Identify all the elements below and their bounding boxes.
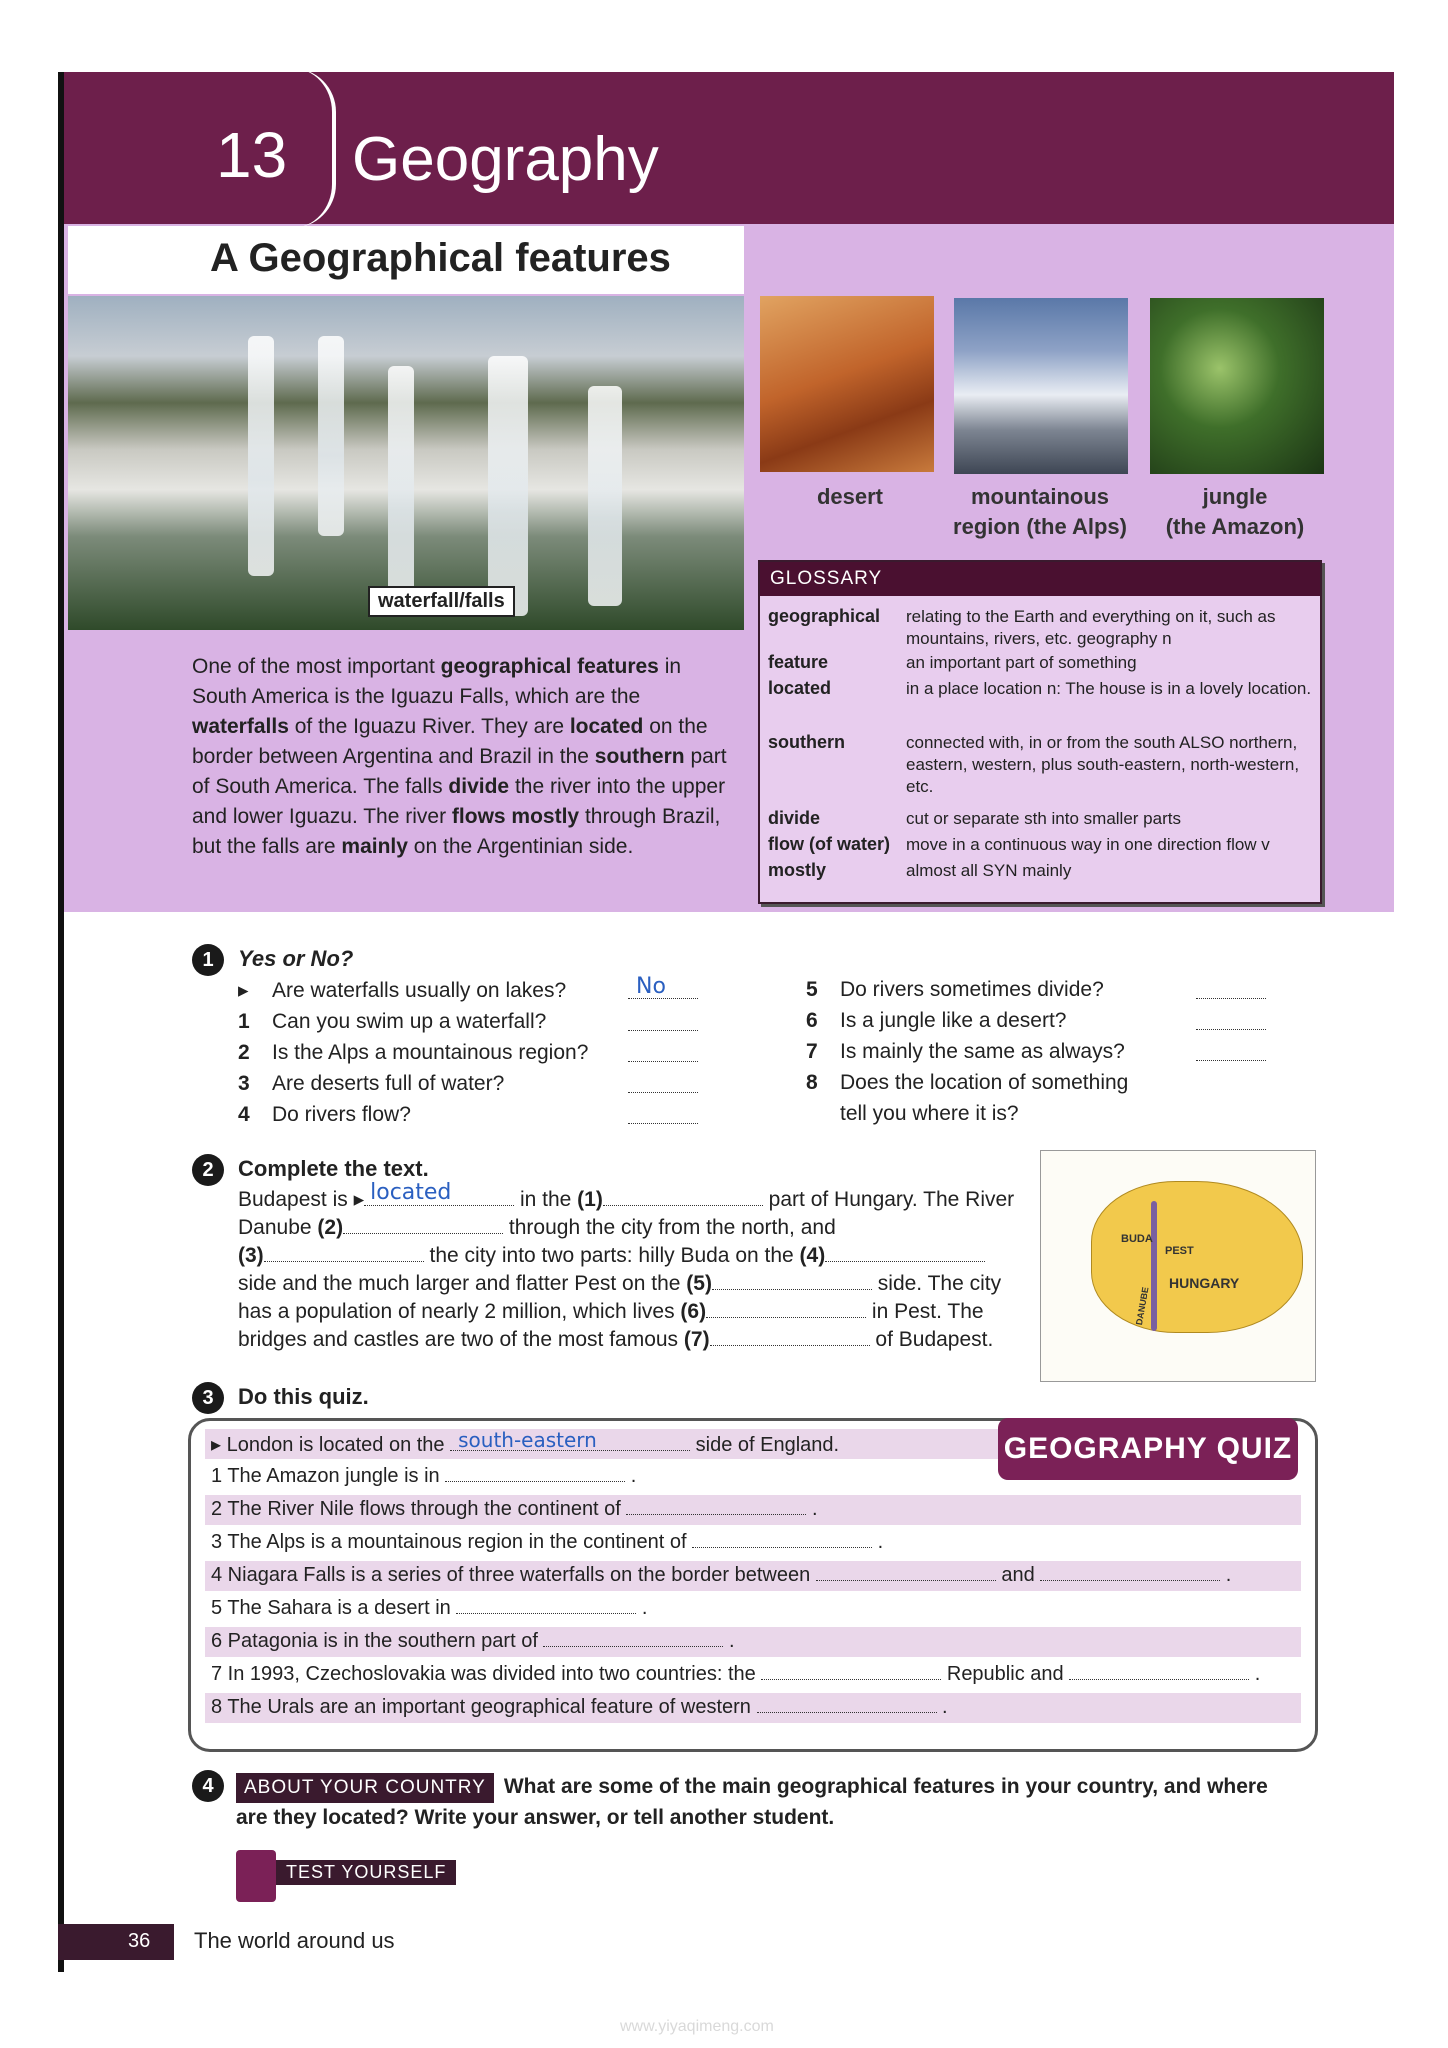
map-label-hungary: HUNGARY [1169, 1275, 1240, 1291]
quiz-answer-line[interactable] [692, 1531, 872, 1548]
quiz-answer-line[interactable] [445, 1465, 625, 1482]
reading-text [192, 652, 738, 862]
answer-line[interactable] [1196, 1009, 1266, 1030]
quiz-answer-line[interactable] [1069, 1663, 1249, 1680]
glossary-heading: GLOSSARY [760, 562, 1320, 596]
reading-segment: mainly [341, 835, 408, 858]
quiz-answer-line[interactable] [757, 1696, 937, 1713]
exercise-1-title: Yes or No? [238, 946, 354, 971]
reading-segment: of the Iguazu River. They are [288, 715, 570, 738]
hungary-map [1040, 1150, 1316, 1382]
exercise-4-number: 4 [192, 1770, 224, 1802]
quiz-answer-line[interactable] [1040, 1564, 1220, 1581]
reading-segment: waterfalls [192, 715, 289, 738]
exercise-2-text: Budapest is ▸ located in the (1) part of Hungary. The River Danube (2) through the city from the north, and (3) the city into two parts: hilly Buda on the (4) side and the much larger and flatter Pest on the (5) side. The city has a population of nearly 2 million, which lives (6) in Pest. The bridges and castles are two of the most famous (7) of Budapest. [238, 1180, 1015, 1351]
mountain-caption-line1: mountainous [970, 484, 1110, 509]
quiz-answer-line[interactable] [626, 1498, 806, 1515]
test-yourself-label: TEST YOURSELF [276, 1860, 456, 1885]
jungle-photo [1150, 298, 1324, 474]
exercise-1-example: ▸ Are waterfalls usually on lakes? [238, 979, 567, 1002]
answer-line[interactable] [628, 1041, 698, 1062]
glossary-definition: in a place location n: The house is in a lovely location. [906, 679, 1312, 698]
reading-segment: the river into the upper and lower Iguazu. The river [192, 775, 726, 828]
page-edge-bar [58, 72, 64, 1972]
glossary-term: located [768, 678, 832, 698]
glossary [758, 560, 1322, 904]
glossary-term: divide [768, 808, 821, 828]
glossary-term: feature [768, 652, 829, 672]
glossary-term: mostly [768, 860, 827, 880]
quiz-row: 6 Patagonia is in the southern part of . [205, 1627, 1301, 1657]
question-item: tell you where it is? [840, 1102, 1019, 1125]
exercise-2-number: 2 [192, 1154, 224, 1186]
desert-caption: desert [816, 484, 884, 509]
reading-segment: in South America is the Iguazu Falls, which are the [192, 655, 682, 708]
waterfall-photo [68, 296, 744, 630]
reading-segment: One of the most important [192, 655, 441, 678]
reading-segment: divide [448, 775, 510, 798]
answer-line[interactable] [1196, 1040, 1266, 1061]
chapter-divider [292, 68, 336, 228]
test-yourself-icon [236, 1850, 276, 1902]
chapter-title: Geography [352, 125, 659, 194]
question-item: 7 Is mainly the same as always? [806, 1040, 1125, 1063]
glossary-definition: relating to the Earth and everything on it, such as mountains, rivers, etc. geography n [906, 607, 1276, 648]
hungary-shape [1091, 1181, 1303, 1333]
reading-segment: on the Argentinian side. [407, 835, 634, 858]
exercise-2-title: Complete the text. [238, 1156, 429, 1181]
reading-segment: through Brazil, but the falls are [192, 805, 721, 858]
glossary-definition: connected with, in or from the south ALSO northern, eastern, western, plus south-eastern, north-western, etc. [906, 733, 1300, 796]
quiz-row: ▸ London is located on the south-eastern side of England. [205, 1429, 1025, 1459]
quiz-example-answer: south-eastern [458, 1428, 597, 1452]
jungle-caption-line1: jungle [1202, 484, 1268, 509]
glossary-definition: an important part of something [906, 653, 1137, 672]
glossary-definition: move in a continuous way in one direction flow v [906, 835, 1270, 854]
question-item: 2 Is the Alps a mountainous region? [238, 1041, 589, 1064]
answer-line[interactable] [628, 1103, 698, 1124]
reading-segment: southern [594, 745, 685, 768]
question-item: 3 Are deserts full of water? [238, 1072, 505, 1095]
footer-title: The world around us [194, 1928, 395, 1953]
exercise-1-number: 1 [192, 944, 224, 976]
reading-segment: part of South America. The falls [192, 745, 727, 798]
exercise-4-text: ABOUT YOUR COUNTRY What are some of the main geographical features in your country, and where are they located? Write your answer, or tell another student. [236, 1775, 1268, 1829]
glossary-term: flow (of water) [768, 834, 890, 854]
exercise-2-example-answer: located [370, 1180, 452, 1205]
watermark: www.yiyaqimeng.com [620, 2018, 774, 2035]
glossary-definition: cut or separate sth into smaller parts [906, 809, 1181, 828]
reading-segment: located [569, 715, 644, 738]
answer-line[interactable] [1196, 978, 1266, 999]
question-item: 8 Does the location of something [806, 1071, 1129, 1094]
danube-river [1151, 1201, 1157, 1331]
quiz-answer-line[interactable] [456, 1597, 636, 1614]
glossary-definition: almost all SYN mainly [906, 861, 1072, 880]
exercise-3-number: 3 [192, 1382, 224, 1414]
answer-line[interactable] [628, 1072, 698, 1093]
map-label-pest: PEST [1165, 1245, 1194, 1257]
section-title: A Geographical features [210, 236, 671, 280]
map-label-buda: BUDA [1121, 1233, 1153, 1245]
jungle-caption-line2: (the Amazon) [1165, 514, 1305, 539]
exercise-1-example-answer: No [636, 974, 666, 999]
quiz-row: 1 The Amazon jungle is in . [211, 1465, 637, 1487]
about-your-country-tag: ABOUT YOUR COUNTRY [236, 1773, 494, 1803]
question-item: 6 Is a jungle like a desert? [806, 1009, 1067, 1032]
quiz-answer-line[interactable] [450, 1428, 690, 1452]
page-number-box [58, 1924, 174, 1960]
quiz-answer-line[interactable] [761, 1663, 941, 1680]
map-label-danube: DANUBE [1133, 1286, 1151, 1326]
chapter-number: 13 [216, 119, 288, 191]
quiz-row: 2 The River Nile flows through the continent of . [205, 1495, 1301, 1525]
question-item: 1 Can you swim up a waterfall? [238, 1010, 547, 1033]
reading-segment: geographical features [440, 655, 659, 678]
quiz-answer-line[interactable] [816, 1564, 996, 1581]
geography-quiz-badge: GEOGRAPHY QUIZ [998, 1418, 1298, 1480]
quiz-answer-line[interactable] [543, 1630, 723, 1647]
quiz-row: 5 The Sahara is a desert in . [211, 1597, 648, 1619]
quiz-row: 3 The Alps is a mountainous region in the continent of . [211, 1531, 884, 1553]
glossary-term: geographical [768, 606, 881, 626]
page-number: 36 [128, 1930, 151, 1952]
exercise-3-title: Do this quiz. [238, 1384, 369, 1409]
mountain-caption-line2: region (the Alps) [953, 514, 1127, 539]
answer-line[interactable] [628, 1010, 698, 1031]
waterfall-label: waterfall/falls [368, 586, 515, 617]
glossary-term: southern [768, 732, 846, 752]
question-item: 4 Do rivers flow? [238, 1103, 411, 1126]
quiz-row: 7 In 1993, Czechoslovakia was divided into two countries: the Republic and . [211, 1663, 1261, 1685]
desert-photo [760, 296, 934, 472]
quiz-row: 8 The Urals are an important geographical feature of western . [205, 1693, 1301, 1723]
reading-segment: flows mostly [451, 805, 580, 828]
quiz-row: 4 Niagara Falls is a series of three waterfalls on the border between and . [205, 1561, 1301, 1591]
question-item: 5 Do rivers sometimes divide? [806, 978, 1104, 1001]
mountain-photo [954, 298, 1128, 474]
reading-segment: on the border between Argentina and Brazil in the [192, 715, 708, 768]
